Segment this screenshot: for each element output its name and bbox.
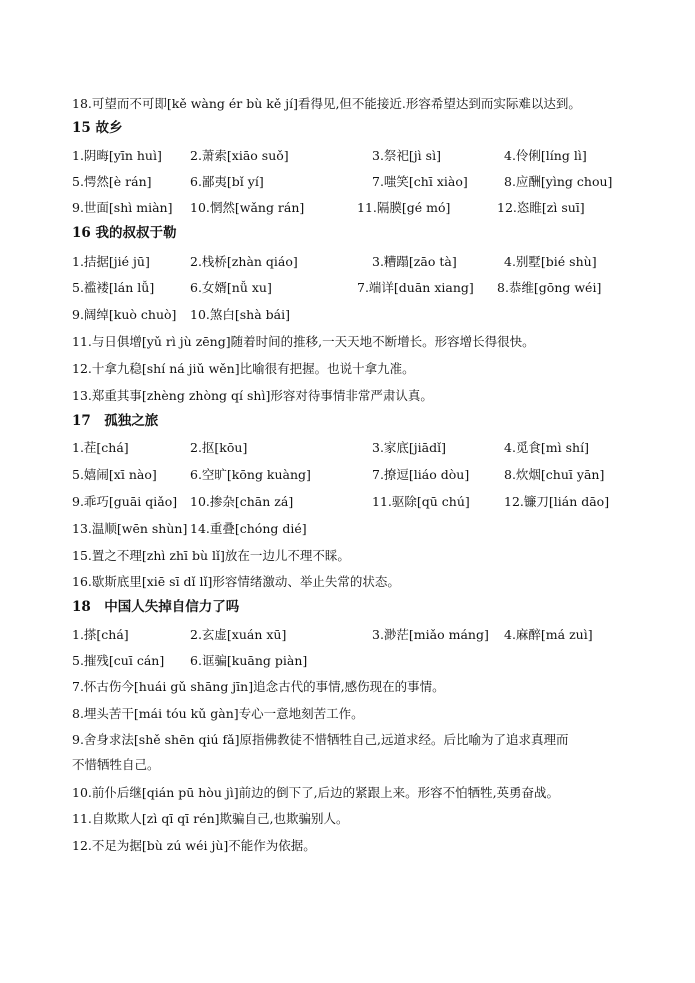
section-heading: 15 故乡 [72, 120, 123, 136]
vocab-item: 3.家底[jiādǐ] [372, 440, 447, 455]
text-line: 11.自欺欺人[zì qī qī rén]欺骗自己,也欺骗别人。 [72, 811, 349, 826]
vocab-item: 9.世面[shì miàn] [72, 200, 173, 215]
vocab-row [72, 518, 632, 540]
vocab-item: 7.嗤笑[chī xiào] [372, 174, 468, 189]
vocab-item: 4.麻醉[má zuì] [504, 627, 593, 642]
vocab-item: 4.伶俐[líng lì] [504, 148, 587, 163]
vocab-item: 5.嬉闹[xī nào] [72, 467, 157, 482]
vocab-item: 5.褴褛[lán lǚ] [72, 280, 155, 295]
vocab-item: 9.乖巧[guāi qiǎo] [72, 494, 178, 509]
vocab-row [72, 624, 632, 646]
text-line: 15.置之不理[zhì zhī bù lǐ]放在一边儿不理不睬。 [72, 548, 350, 563]
vocab-row [72, 650, 632, 672]
vocab-item: 2.玄虚[xuán xū] [190, 627, 287, 642]
vocab-item: 2.抠[kōu] [190, 440, 248, 455]
vocab-item: 13.温顺[wēn shùn] [72, 521, 188, 536]
vocab-item: 7.端详[duān xiang] [357, 280, 474, 295]
vocab-item: 1.阴晦[yīn huì] [72, 148, 162, 163]
vocab-row [72, 437, 632, 459]
vocab-item: 7.撩逗[liáo dòu] [372, 467, 470, 482]
vocab-row [72, 277, 632, 299]
vocab-item: 6.诓骗[kuāng piàn] [190, 653, 308, 668]
vocab-item: 10.煞白[shà bái] [190, 307, 290, 322]
vocab-item: 4.别墅[bié shù] [504, 254, 597, 269]
vocab-item: 8.恭维[gōng wéi] [497, 280, 602, 295]
text-line: 7.怀古伤今[huái gǔ shāng jīn]追念古代的事情,感伤现在的事情。 [72, 679, 445, 694]
vocab-item: 2.栈桥[zhàn qiáo] [190, 254, 298, 269]
section-heading: 18 中国人失掉自信力了吗 [72, 599, 240, 615]
vocab-row [72, 491, 632, 513]
vocab-item: 12.恣睢[zì suī] [497, 200, 585, 215]
vocab-row [72, 145, 632, 167]
vocab-item: 1.搽[chá] [72, 627, 129, 642]
vocab-item: 4.觅食[mì shí] [504, 440, 589, 455]
text-line: 16.歇斯底里[xiē sī dǐ lǐ]形容情绪激动、举止失常的状态。 [72, 574, 400, 589]
text-line: 18.可望而不可即[kě wàng ér bù kě jí]看得见,但不能接近.形容希望达到而实际难以达到。 [72, 96, 581, 111]
vocab-item: 3.祭祀[jì sì] [372, 148, 441, 163]
vocab-item: 9.阔绰[kuò chuò] [72, 307, 177, 322]
vocab-item: 1.茬[chá] [72, 440, 129, 455]
text-line: 不惜牺牲自己。 [72, 757, 160, 772]
text-line: 8.埋头苦干[mái tóu kǔ gàn]专心一意地刻苦工作。 [72, 706, 364, 721]
text-line: 13.郑重其事[zhèng zhòng qí shì]形容对待事情非常严肃认真。 [72, 388, 433, 403]
vocab-row [72, 171, 632, 193]
text-line: 12.十拿九稳[shí ná jiǔ wěn]比喻很有把握。也说十拿九准。 [72, 361, 415, 376]
text-line: 12.不足为据[bù zú wéi jù]不能作为依据。 [72, 838, 316, 853]
vocab-row [72, 304, 632, 326]
vocab-row [72, 464, 632, 486]
text-line: 9.舍身求法[shě shēn qiú fǎ]原指佛教徒不惜牺牲自己,远道求经。后比喻为了追求真理而 [72, 732, 569, 747]
vocab-item: 8.应酬[yìng chou] [504, 174, 613, 189]
vocab-item: 6.空旷[kōng kuàng] [190, 467, 311, 482]
vocab-item: 11.驱除[qū chú] [372, 494, 470, 509]
vocab-row [72, 251, 632, 273]
text-line: 10.前仆后继[qián pū hòu jì]前边的倒下了,后边的紧跟上来。形容不怕牺牲,英勇奋战。 [72, 785, 560, 800]
vocab-item: 1.拮据[jié jū] [72, 254, 150, 269]
vocab-item: 5.摧残[cuī cán] [72, 653, 165, 668]
vocab-item: 10.掺杂[chān zá] [190, 494, 294, 509]
vocab-item: 8.炊烟[chuī yān] [504, 467, 605, 482]
vocab-item: 3.渺茫[miǎo máng] [372, 627, 489, 642]
vocab-row [72, 197, 632, 219]
vocab-item: 6.女婿[nǚ xu] [190, 280, 272, 295]
section-heading: 16 我的叔叔于勒 [72, 225, 177, 241]
vocab-item: 11.隔膜[gé mó] [357, 200, 451, 215]
vocab-item: 14.重叠[chóng dié] [190, 521, 307, 536]
vocab-item: 3.糟蹋[zāo tà] [372, 254, 457, 269]
section-heading: 17 孤独之旅 [72, 413, 159, 429]
vocab-item: 12.镰刀[lián dāo] [504, 494, 610, 509]
text-line: 11.与日俱增[yǔ rì jù zēng]随着时间的推移,一天天地不断增长。形容增长得很快。 [72, 334, 535, 349]
vocab-item: 2.萧索[xiāo suǒ] [190, 148, 289, 163]
vocab-item: 6.鄙夷[bǐ yí] [190, 174, 264, 189]
vocab-item: 5.愕然[è rán] [72, 174, 152, 189]
vocab-item: 10.惘然[wǎng rán] [190, 200, 305, 215]
